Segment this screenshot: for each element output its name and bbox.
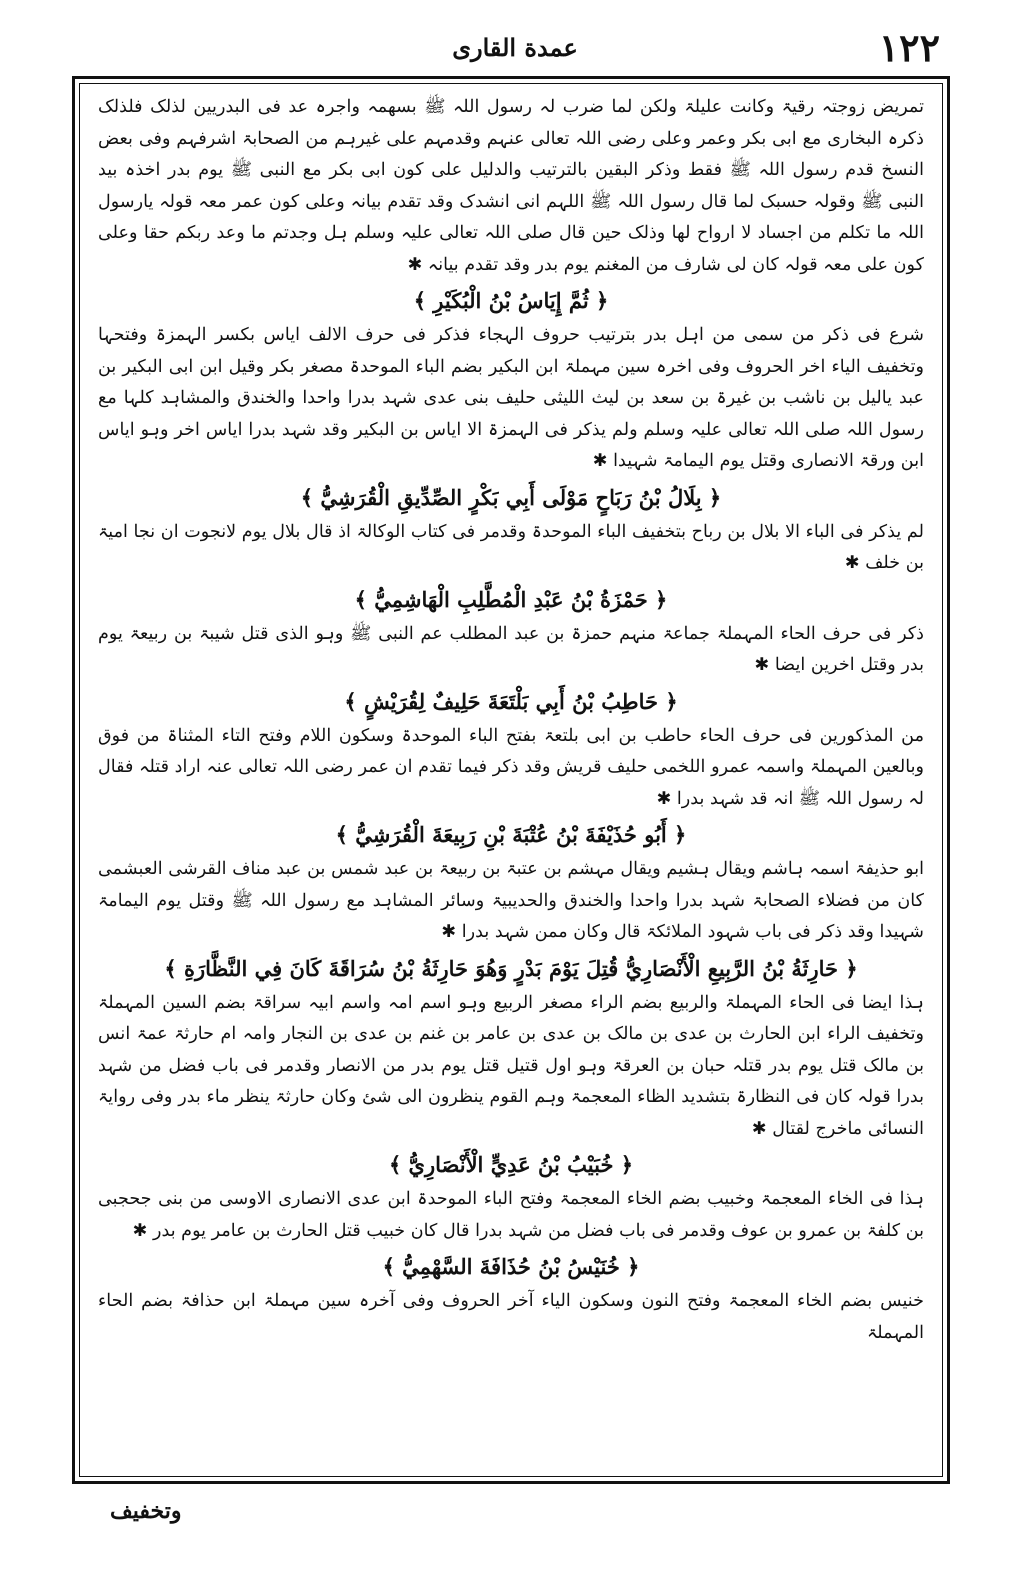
page-header	[90, 25, 940, 70]
section-heading: ﴿ خُبَيْبُ بْنُ عَدِيٍّ الْأَنْصَارِيُّ ﴾	[388, 1152, 634, 1177]
section-heading: ﴿ حَارِثَةُ بْنُ الرَّبِيعِ الْأَنْصَارِيُّ قُتِلَ يَوْمَ بَدْرٍ وَهُوَ حَارِثَةُ بْنُ سُرَاقَةَ كَانَ فِي النَّظَّارَةِ ﴾	[164, 955, 858, 981]
paragraph: خنیس بضم الخاء المعجمۃ وفتح النون وسکون الیاء آخر الحروف وفی آخرہ سین مہملۃ ابن حذافۃ بضم الحاء المہملۃ	[98, 1291, 924, 1343]
paragraph: شرع فی ذکر من سمی من اہل بدر بترتیب حروف الہجاء فذکر فی حرف الالف ایاس بکسر الہمزۃ وفتحہا وتخفیف الیاء اخر الحروف وفی اخرہ سین مہملۃ ابن البکیر بضم الباء الموحدۃ مصغر بکر وقیل ابن ابی البکیر بن عبد یالیل بن ناشب بن غیرۃ بن سعد بن لیث اللیثی حلیف بنی عدی شہد بدرا واحدا والخندق والمشاہد کلہا مع رسول اللہ صلی اللہ تعالی علیہ وسلم ولم یذکر فی الہمزۃ الا ایاس بن البکیر وقد شہد بدرا ایاس اخر وہو ایاس ابن ورقۃ الانصاری وقتل یوم الیمامۃ شہیدا ✱	[98, 325, 924, 471]
section-heading: ﴿ خُنَيْسُ بْنُ حُذَافَةَ السَّهْمِيُّ ﴾	[382, 1254, 640, 1279]
paragraph: ہذا ایضا فی الحاء المہملۃ والربیع بضم الراء مصغر الربیع وہو اسم امہ واسم ابیہ سراقۃ بضم السین المہملۃ وتخفیف الراء ابن الحارث بن عدی بن مالک بن عدی بن عامر بن غنم بن عدی بن النجار وامہ ام حارثۃ عمۃ انس بن مالک قتل یوم بدر قتلہ حبان بن العرقۃ وہو اول قتیل قتل یوم بدر من الانصار وقدمر فی باب فضل من شہد بدرا قولہ کان فی النظارۃ بتشدید الظاء المعجمۃ وہم القوم ینظرون الی شئ وکان حارثۃ ینظر ماء بدر وفی روایۃ النسائی ماخرج لقتال ✱	[98, 992, 924, 1139]
paragraph: لم یذکر فی الباء الا بلال بن رباح بتخفیف الباء الموحدۃ وقدمر فی کتاب الوکالۃ اذ قال بلال یوم لانجوت ان نجا امیۃ بن خلف ✱	[98, 521, 924, 573]
text-frame-inner	[79, 83, 943, 1477]
paragraph: ہذا فی الخاء المعجمۃ وخبیب بضم الخاء المعجمۃ وفتح الباء الموحدۃ ابن عدی الانصاری الاوسی من بنی جحجبی بن کلفۃ بن عمرو بن عوف وقدمر فی باب فضل من شہد بدرا قال کان خبیب قتل الحارث بن عامر یوم بدر ✱	[98, 1189, 924, 1241]
section-heading: ﴿ ثُمَّ إِيَاسُ بْنُ الْبُكَيْرِ ﴾	[413, 288, 609, 313]
section-heading: ﴿ أَبُو حُذَيْفَةَ بْنُ عُتْبَةَ بْنِ رَبِيعَةَ الْقُرَشِيُّ ﴾	[335, 822, 687, 847]
section-heading: ﴿ حَمْزَةُ بْنُ عَبْدِ الْمُطَّلِبِ الْهَاشِمِيُّ ﴾	[354, 586, 668, 612]
section-heading: ﴿ بِلَالُ بْنُ رَبَاحٍ مَوْلَى أَبِي بَكْرٍ الصِّدِّيقِ الْقُرَشِيُّ ﴾	[300, 484, 722, 510]
paragraph: ذکر فی حرف الحاء المہملۃ جماعۃ منہم حمزۃ بن عبد المطلب عم النبی ﷺ وہو الذی قتل شیبۃ بن ربیعۃ یوم بدر وقتل اخرین ایضا ✱	[98, 623, 924, 675]
book-title: عمدة القاری	[452, 33, 578, 62]
section-heading: ﴿ حَاطِبُ بْنُ أَبِي بَلْتَعَةَ حَلِيفٌ لِقُرَيْشٍ ﴾	[344, 688, 678, 714]
paragraph: تمریض زوجتہ رقیۃ وکانت علیلۃ ولکن لما ضرب لہ رسول اللہ ﷺ بسھمہ واجرہ عد فی البدریین لذلک فلذلک ذکرہ البخاری مع ابی بکر وعمر وعلی رضی اللہ تعالی عنہم وقدمہم علی غیرہم من الصحابۃ اشرفہم وفی بعض النسخ قدم رسول اللہ ﷺ فقط وذکر البقین بالترتیب والدلیل علی کون ابی بکر مع النبی ﷺ یوم بدر اخذہ بید النبی ﷺ وقولہ حسبک لما قال رسول اللہ ﷺ اللہم انی انشدک وقد تقدم بیانہ وعلی کون عمر معہ قولہ یارسول اللہ ما تکلم من اجساد لا ارواح لھا وذلک حین قال صلی اللہ تعالی علیہ وسلم ہل وجدتم ما وعد ربکم حقا وعلی کون علی معہ قولہ کان لی شارف من المغنم یوم بدر وقد تقدم بیانہ ✱	[98, 97, 925, 275]
paragraph: ابو حذیفۃ اسمہ ہاشم ویقال ہشیم ویقال مہشم بن عتبۃ بن ربیعۃ بن عبد شمس بن عبد مناف القرشی العبشمی کان من فضلاء الصحابۃ شہد بدرا واحدا والخندق والحدیبیۃ وسائر المشاہد مع رسول اللہ ﷺ وقتل یوم الیمامۃ شہیدا وقد ذکر فی باب شہود الملائکۃ قال وکان ممن شہد بدرا ✱	[98, 859, 924, 942]
page-number: ١٢٢	[878, 25, 940, 70]
catchword: وتخفیف	[110, 1498, 182, 1524]
text-frame	[72, 76, 950, 1484]
page-body	[98, 92, 924, 1349]
paragraph: من المذکورین فی حرف الحاء حاطب بن ابی بلتعۃ بفتح الباء الموحدۃ وسکون اللام وفتح التاء المثناۃ من فوق وبالعین المہملۃ واسمہ عمرو اللخمی حلیف قریش وقد ذکر فیما تقدم ان عمر رضی اللہ تعالی عنہ اراد قتلہ فقال لہ رسول اللہ ﷺ انہ قد شہد بدرا ✱	[98, 725, 924, 809]
